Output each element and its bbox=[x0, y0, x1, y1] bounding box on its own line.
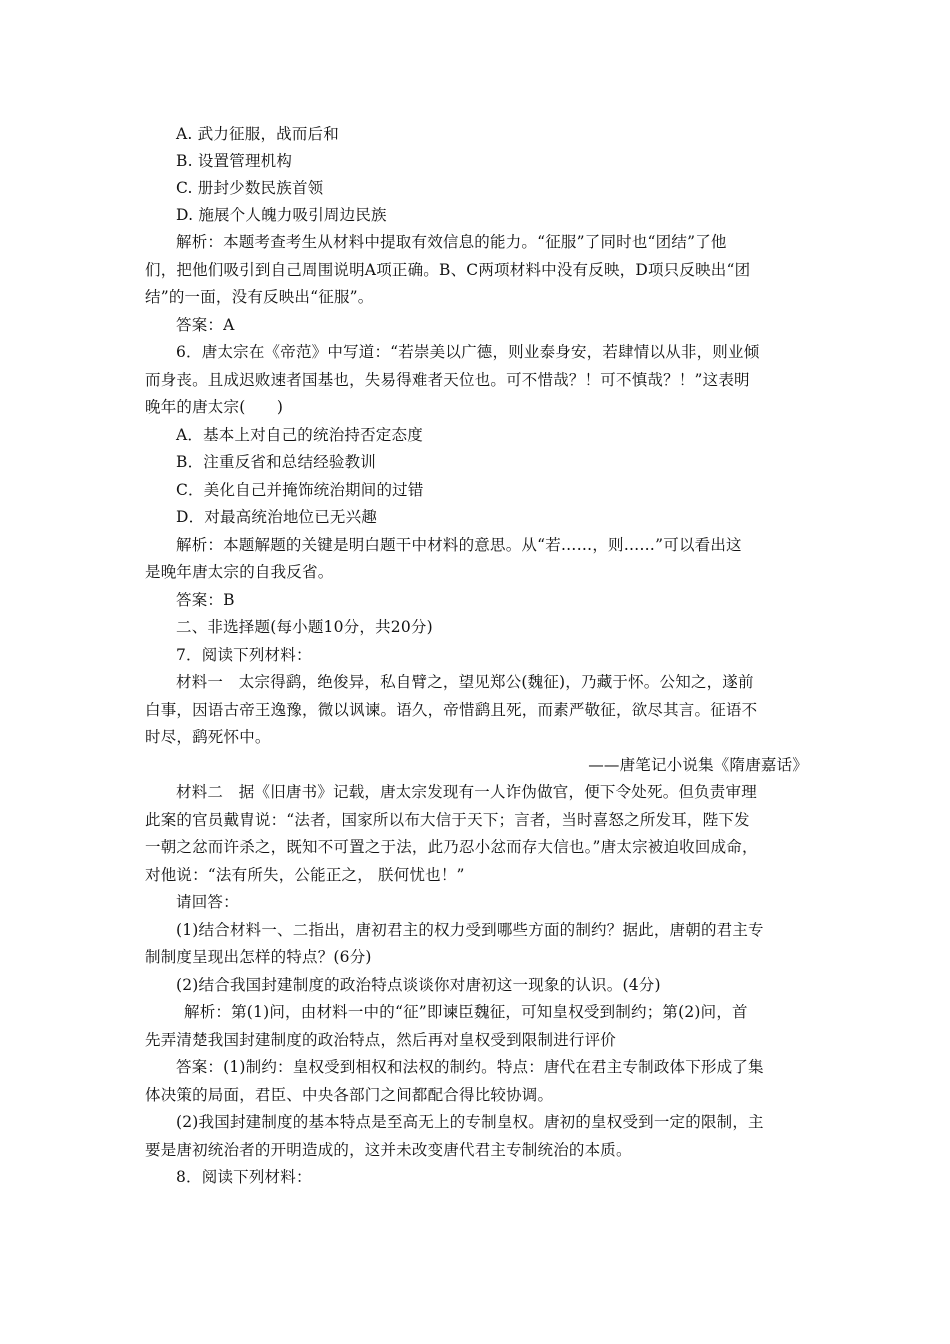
material-two-line: 材料二 据《旧唐书》记载，唐太宗发现有一人诈伪做官，便下令处死。但负责审理 bbox=[176, 783, 757, 801]
answer-line: 要是唐初统治者的开明造成的，这并未改变唐代君主专制统治的本质。 bbox=[145, 1141, 632, 1159]
option-d: D．对最高统治地位已无兴趣 bbox=[176, 508, 378, 526]
analysis-line: 是晚年唐太宗的自我反省。 bbox=[145, 563, 334, 581]
answer-line: 答案：A bbox=[176, 316, 235, 334]
section-heading: 二、非选择题(每小题10分，共20分) bbox=[176, 618, 433, 636]
question-6-line: 晚年的唐太宗( ) bbox=[145, 398, 284, 416]
material-one-source: ——唐笔记小说集《隋唐嘉话》 bbox=[588, 756, 808, 774]
material-one-line: 材料一 太宗得鹞，绝俊异，私自臂之，望见郑公(魏征)，乃藏于怀。公知之，遂前 bbox=[176, 673, 754, 691]
question-8-heading: 8．阅读下列材料： bbox=[176, 1168, 312, 1186]
analysis-line: 们，把他们吸引到自己周围说明A项正确。B、C两项材料中没有反映，D项只反映出“团 bbox=[145, 261, 751, 279]
answer-line: 答案：(1)制约：皇权受到相权和法权的制约。特点：唐代在君主专制政体下形成了集 bbox=[176, 1058, 764, 1076]
material-two-line: 一朝之忿而许杀之，既知不可置之于法，此乃忍小忿而存大信也。”唐太宗被迫收回成命， bbox=[145, 838, 758, 856]
question-7-heading: 7．阅读下列材料： bbox=[176, 646, 312, 664]
answer-line: 答案：B bbox=[176, 591, 235, 609]
material-one-line: 时尽，鹞死怀中。 bbox=[145, 728, 271, 746]
option-a: A. 武力征服，战而后和 bbox=[176, 125, 339, 143]
answer-line: 体决策的局面，君臣、中央各部门之间都配合得比较协调。 bbox=[145, 1086, 554, 1104]
material-one-line: 白事，因语古帝王逸豫，微以讽谏。语久，帝惜鹞且死，而素严敬征，欲尽其言。征语不 bbox=[145, 701, 758, 719]
option-c: C．美化自己并掩饰统治期间的过错 bbox=[176, 481, 424, 499]
option-d: D. 施展个人魄力吸引周边民族 bbox=[176, 206, 387, 224]
answer-line: (2)我国封建制度的基本特点是至高无上的专制皇权。唐初的皇权受到一定的限制，主 bbox=[176, 1113, 764, 1131]
option-b: B. 设置管理机构 bbox=[176, 152, 293, 170]
question-6-line: 6．唐太宗在《帝范》中写道：“若崇美以广德，则业泰身安，若肆情以从非，则业倾 bbox=[176, 343, 760, 361]
option-b: B．注重反省和总结经验教训 bbox=[176, 453, 376, 471]
analysis-line: 解析：本题解题的关键是明白题干中材料的意思。从“若……，则……”可以看出这 bbox=[176, 536, 742, 554]
option-a: A．基本上对自己的统治持否定态度 bbox=[176, 426, 423, 444]
sub-question-1: (1)结合材料一、二指出，唐初君主的权力受到哪些方面的制约？据此，唐朝的君主专 bbox=[176, 921, 764, 939]
sub-question-2: (2)结合我国封建制度的政治特点谈谈你对唐初这一现象的认识。(4分) bbox=[176, 976, 661, 994]
sub-question-1: 制制度呈现出怎样的特点？(6分) bbox=[145, 948, 372, 966]
analysis-line: 解析：第(1)问，由材料一中的“征”即谏臣魏征，可知皇权受到制约；第(2)问，首 bbox=[184, 1003, 748, 1021]
option-c: C. 册封少数民族首领 bbox=[176, 179, 324, 197]
material-two-line: 对他说：“法有所失，公能正之， 朕何忧也！” bbox=[145, 866, 465, 884]
analysis-line: 结”的一面，没有反映出“征服”。 bbox=[145, 288, 374, 306]
material-two-line: 此案的官员戴胄说：“法者，国家所以布大信于天下；言者，当时喜怒之所发耳，陛下发 bbox=[145, 811, 750, 829]
question-6-line: 而身丧。且成迟败速者国基也，失易得难者天位也。可不惜哉？！可不慎哉？！”这表明 bbox=[145, 371, 750, 389]
prompt-line: 请回答： bbox=[176, 893, 239, 911]
analysis-line: 解析：本题考查考生从材料中提取有效信息的能力。“征服”了同时也“团结”了他 bbox=[176, 233, 727, 251]
analysis-line: 先弄清楚我国封建制度的政治特点，然后再对皇权受到限制进行评价 bbox=[145, 1031, 617, 1049]
